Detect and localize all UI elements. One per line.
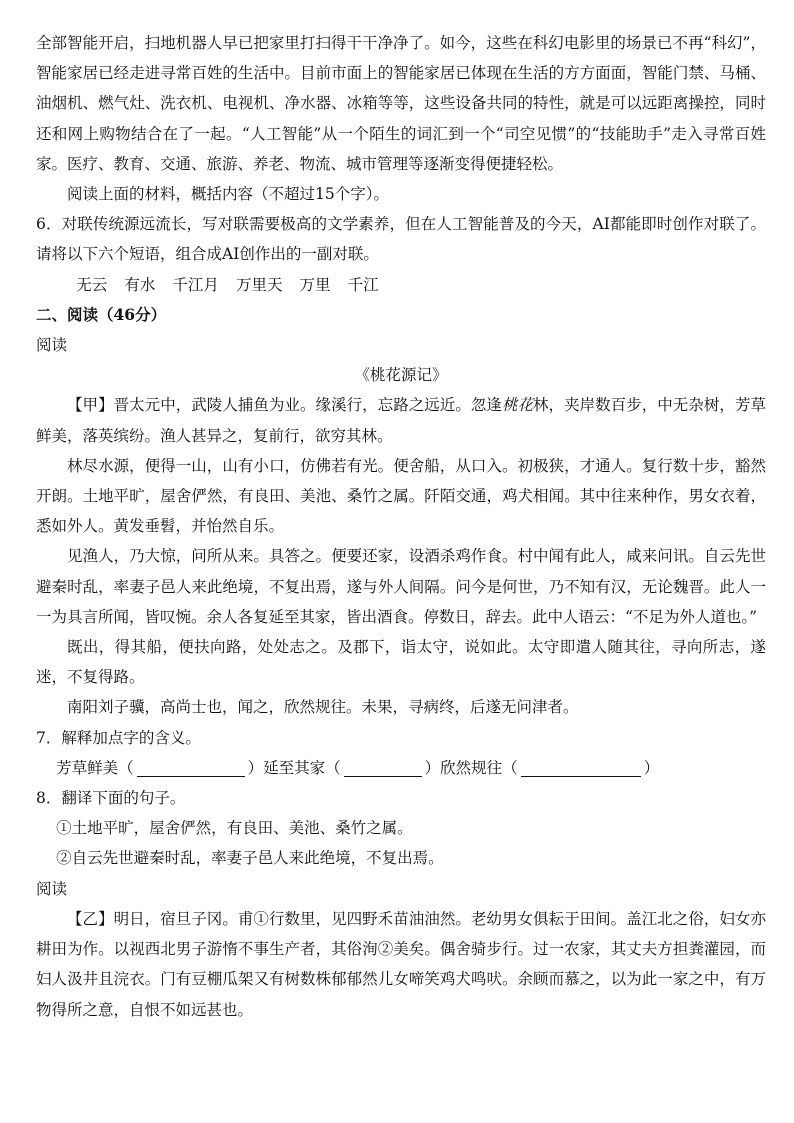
intro-paragraph: 全部智能开启，扫地机器人早已把家里打扫得干干净净了。如今，这些在科幻电影里的场景已不再“科幻”，智能家居已经走进寻常百姓的生活中。目前市面上的智能家居已体现在生活的方方面面，智能门禁、马桶、油烟机、燃气灶、洗衣机、电视机、净水器、冰箱等等，这些设备共同的特性，就是可以远距离操控，同时还和网上购物结合在了一起。“人工智能”从一个陌生的词汇到一个“司空见惯”的“技能助手”走入寻常百姓家。医疗、教育、交通、旅游、养老、物流、城市管理等逐渐变得便捷轻松。 [36, 34, 766, 173]
yi-text-2: 行数里，见四野禾苗油油然。老幼男女俱耘于田间。盖江北之俗，妇女亦耕田为作。以视西北男子游惰不事生产者，其俗洵 [36, 909, 766, 959]
jia-p1-text: 晋太元中，武陵人捕鱼为业。缘溪行，忘路之远近。忽逢 [113, 396, 502, 415]
q6-phrase: 万里天 [235, 275, 283, 294]
jia-paragraph-5: 南阳刘子骥，高尚士也，闻之，欣然规往。未果，寻病终，后遂无问津者。 [67, 698, 579, 717]
yi-marker: 【乙】 [67, 909, 114, 928]
q7-item: ）欣然规往（ [424, 758, 518, 777]
emphasized-word: 桃花 [501, 396, 534, 415]
reading-label-2: 阅读 [36, 879, 68, 898]
answer-blank[interactable] [521, 756, 641, 777]
q8-sentence-1-text: 土地平旷，屋舍俨然，有良田、美池、桑竹之属。 [71, 819, 413, 838]
jia-marker: 【甲】 [67, 396, 114, 415]
q6-phrase: 万里 [299, 275, 331, 294]
jia-paragraph-3: 见渔人，乃大惊，问所从来。具答之。便要还家，设酒杀鸡作食。村中闻有此人，咸来问讯。自云先世避秦时乱，率妻子邑人来此绝境，不复出焉，遂与外人间隔。问今是何世，乃不知有汉，无论魏晋。此人一一为具言所闻，皆叹惋。余人各复延至其家，皆出酒食。停数日，辞去。此中人语云：“不足为外人道也。” [36, 547, 766, 626]
document-page [36, 28, 766, 1025]
q6-phrase: 千江 [347, 275, 379, 294]
answer-blank[interactable] [137, 756, 245, 777]
q8-sentence-2-text: 自云先世避秦时乱，率妻子邑人来此绝境，不复出焉。 [71, 849, 444, 868]
jia-paragraph-2: 林尽水源，便得一山，山有小口，仿佛若有光。便舍船，从口入。初极狭，才通人。复行数十步，豁然开朗。土地平旷，屋舍俨然，有良田、美池、桑竹之属。阡陌交通，鸡犬相闻。其中往来种作，男女衣着，悉如外人。黄发垂髫，并怡然自乐。 [36, 456, 766, 536]
circled-number-2: ② [377, 940, 394, 959]
q6-phrase: 有水 [124, 275, 156, 294]
q6-phrase: 无云 [76, 275, 108, 294]
answer-blank[interactable] [344, 756, 422, 777]
q7-item: ） [643, 758, 660, 777]
jia-p1-text-rest: 林，夹岸数百步，中无杂树，芳草鲜美，落英缤纷。渔人甚异之，复前行，欲穷其林。 [36, 396, 766, 445]
yi-text-1: 明日，宿旦子冈。甫 [113, 909, 254, 928]
q7-fill-row [36, 753, 766, 783]
circled-number-1: ① [56, 819, 72, 838]
q5-prompt: 阅读上面的材料，概括内容（不超过15个字）。 [67, 185, 389, 204]
q6-phrase: 千江月 [172, 275, 219, 294]
q7-question: 7．解释加点字的含义。 [36, 728, 201, 747]
q8-sentence-1 [36, 813, 766, 843]
circled-number-1: ① [253, 909, 269, 928]
q8-sentence-2 [36, 843, 766, 873]
circled-number-2: ② [56, 849, 72, 868]
q6-phrase-list [36, 270, 766, 300]
yi-paragraph [36, 904, 766, 1025]
jia-paragraph-4: 既出，得其船，便扶向路，处处志之。及郡下，诣太守，说如此。太守即遣人随其往，寻向所志，遂迷，不复得路。 [36, 638, 766, 687]
q6-question: 6．对联传统源远流长，写对联需要极高的文学素养，但在人工智能普及的今天，AI都能即时创作对联了。请将以下六个短语，组合成AI创作出的一副对联。 [36, 215, 766, 264]
yi-text-3: 美矣。偶舍骑步行。过一农家，其丈夫方担粪灌园，而妇人汲井且浣衣。门有豆棚瓜架又有树数株郁郁然儿女啼笑鸡犬鸣吠。余顾而慕之，以为此一家之中，有万物得所之意，自恨不如远甚也。 [36, 940, 766, 1019]
article-title: 《桃花源记》 [354, 366, 448, 385]
reading-label: 阅读 [36, 336, 68, 355]
section-2-heading: 二、阅读（46分） [36, 304, 167, 324]
q8-question: 8．翻译下面的句子。 [36, 789, 186, 808]
jia-paragraph-1 [36, 390, 766, 450]
q7-item: 芳草鲜美（ [56, 758, 134, 777]
q7-item: ）延至其家（ [247, 758, 341, 777]
